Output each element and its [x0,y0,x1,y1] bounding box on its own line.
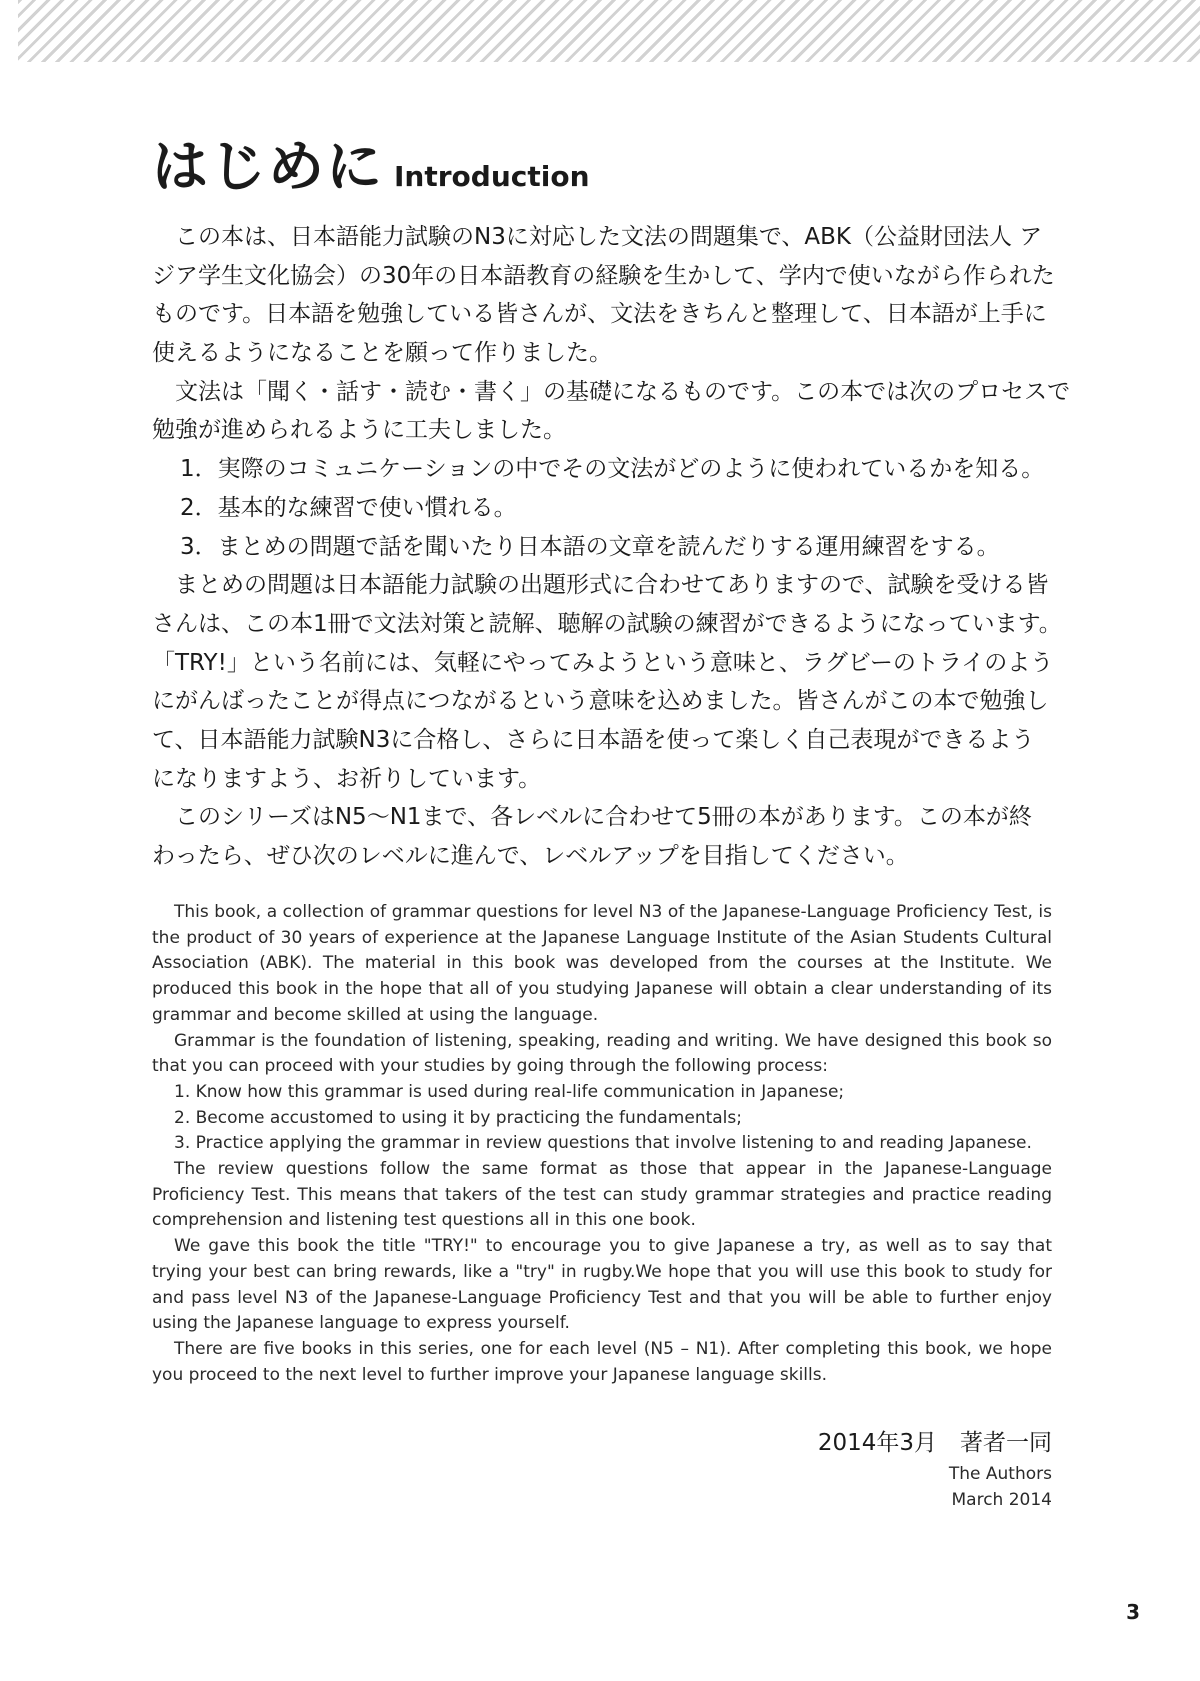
jp-line: ものです。日本語を勉強している皆さんが、文法をきちんと整理して、日本語が上手に [152,301,1047,328]
jp-line: さんは、この本1冊で文法対策と読解、聴解の試験の練習ができるようになっています。 [152,610,1062,637]
jp-line: になりますよう、お祈りしています。 [152,765,542,792]
en-paragraph: We gave this book the title "TRY!" to encourage you to give Japanese a try, as well as to say that trying your best can bring rewards, like a "try" in rugby.We hope that you will use this book to study for and pass level N3 of the Japanese-Language Proficiency Test and that you will be able to further enjoy using the Japanese language to express yourself. [152,1236,1052,1334]
en-paragraph: The review questions follow the same format as those that appear in the Japanese-Language Proficiency Test. This means that takers of the test can study grammar strategies and practice reading comprehension and listening test questions all in this one book. [152,1159,1052,1231]
signature-date-jp: 2014年3月 著者一同 [817,1430,1052,1456]
jp-line: 「TRY!」という名前には、気軽にやってみようという意味と、ラグビーのトライのよう [152,649,1054,676]
page-number: 3 [1126,1600,1140,1624]
en-paragraph: This book, a collection of grammar questions for level N3 of the Japanese-Language Proficiency Test, is the product of 30 years of experience at the Japanese Language Institute of the Asian Students Cultural Association (ABK). The material in this book was developed from the courses at the Institute. We produced this book in the hope that all of you studying Japanese will obtain a clear understanding of its grammar and become skilled at using the language. [152,902,1052,1025]
jp-line: て、日本語能力試験N3に合格し、さらに日本語を使って楽しく自己表現ができるよう [152,726,1035,753]
en-list-item: 1. Know how this grammar is used during real-life communication in Japanese; [174,1081,845,1102]
en-paragraph: Grammar is the foundation of listening, speaking, reading and writing. We have designed this book so that you can proceed with your studies by going through the following process: [152,1030,1052,1077]
jp-list-item: 1．実際のコミュニケーションの中でその文法がどのように使われているかを知る。 [180,456,1045,483]
header-hatch-band [18,0,1200,62]
signature-date-en: March 2014 [951,1490,1052,1510]
title-english: Introduction [394,160,590,193]
jp-list-item: 3．まとめの問題で話を聞いたり日本語の文章を読んだりする運用練習をする。 [180,533,1000,560]
jp-line: にがんばったことが得点につながるという意味を込めました。皆さんがこの本で勉強し [152,688,1049,715]
jp-line: まとめの問題は日本語能力試験の出題形式に合わせてありますので、試験を受ける皆 [175,572,1049,599]
signature-block [818,1425,1052,1513]
en-list-item: 3. Practice applying the grammar in review questions that involve listening to and reading Japanese. [174,1133,1032,1154]
jp-line: このシリーズはN5～N1まで、各レベルに合わせて5冊の本があります。この本が終 [175,804,1032,831]
jp-line: 勉強が進められるように工夫しました。 [152,417,566,444]
jp-list-item: 2．基本的な練習で使い慣れる。 [180,494,517,521]
page-title [152,135,590,200]
en-paragraph: There are five books in this series, one for each level (N5 – N1). After completing this book, we hope you proceed to the next level to further improve your Japanese language skills. [152,1338,1052,1385]
title-japanese: はじめに [152,135,384,200]
en-list-item: 2. Become accustomed to using it by practicing the fundamentals; [174,1107,742,1128]
jp-line: 文法は「聞く・話す・読む・書く」の基礎になるものです。この本では次のプロセスで [175,378,1071,405]
english-introduction [152,900,1052,1388]
japanese-introduction [152,218,1071,876]
jp-line: わったら、ぜひ次のレベルに進んで、レベルアップを目指してください。 [152,843,909,869]
jp-line: この本は、日本語能力試験のN3に対応した文法の問題集で、ABK（公益財団法人 ア [175,224,1043,250]
signature-authors-en: The Authors [948,1464,1052,1484]
jp-line: ジア学生文化協会）の30年の日本語教育の経験を生かして、学内で使いながら作られた [152,262,1055,289]
jp-line: 使えるようになることを願って作りました。 [152,340,612,367]
